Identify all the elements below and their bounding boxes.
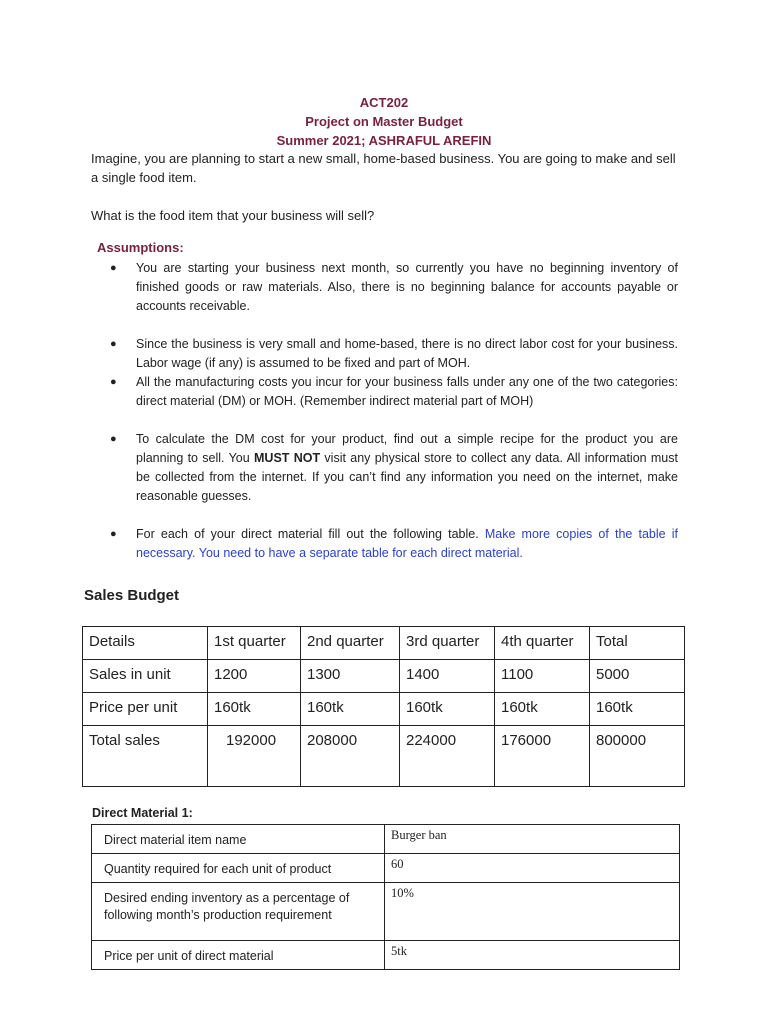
- sales-budget-table: [82, 626, 685, 787]
- term-author: Summer 2021; ASHRAFUL AREFIN: [276, 133, 492, 148]
- table-row: [92, 941, 680, 970]
- bullet-icon: ●: [110, 338, 117, 350]
- list-item: [110, 430, 678, 506]
- list-item-text: All the manufacturing costs you incur for your business falls under any one of the two categories: direct material (DM) or MOH. (Remember indirect material part of MOH): [136, 375, 678, 408]
- row-value-input[interactable]: Burger ban: [385, 825, 680, 854]
- table-cell: 160tk: [208, 693, 301, 726]
- bullet-icon: ●: [110, 376, 117, 388]
- header-cell: 4th quarter: [495, 627, 590, 660]
- table-row: [92, 883, 680, 941]
- bullet-icon: ●: [110, 528, 117, 540]
- row-label: Desired ending inventory as a percentage of following month’s production requirement: [92, 883, 385, 941]
- table-cell: 1200: [208, 660, 301, 693]
- table-cell: 160tk: [495, 693, 590, 726]
- table-cell: 176000: [495, 726, 590, 787]
- row-value-input[interactable]: 5tk: [385, 941, 680, 970]
- list-item-text: Since the business is very small and home-based, there is no direct labor cost for your business. Labor wage (if any) is assumed to be fixed and part of MOH.: [136, 337, 678, 370]
- header-cell: 2nd quarter: [301, 627, 400, 660]
- table-cell: Price per unit: [83, 693, 208, 726]
- row-label: Price per unit of direct material: [92, 941, 385, 970]
- intro-paragraph: Imagine, you are planning to start a new small, home-based business. You are going to make and sell a single food item.: [91, 151, 676, 185]
- header-cell: Total: [590, 627, 685, 660]
- list-item-text: For each of your direct material fill out the following table. Make more copies of the table if necessary. You need to have a separate table for each direct material.: [136, 527, 678, 560]
- row-value-input[interactable]: 60: [385, 854, 680, 883]
- row-value-input[interactable]: 10%: [385, 883, 680, 941]
- table-cell: 160tk: [590, 693, 685, 726]
- table-cell: Total sales: [83, 726, 208, 787]
- project-title: Project on Master Budget: [305, 114, 463, 129]
- table-cell: 208000: [301, 726, 400, 787]
- direct-material-heading: Direct Material 1:: [92, 806, 193, 820]
- list-item-text: To calculate the DM cost for your product, find out a simple recipe for the product you are planning to sell. You MUST NOT visit any physical store to collect any data. All information must be collected from the internet. If you can’t find any information you need on the internet, make reasonable guesses.: [136, 432, 678, 503]
- table-cell: 224000: [400, 726, 495, 787]
- header-cell: 1st quarter: [208, 627, 301, 660]
- table-cell: 160tk: [301, 693, 400, 726]
- sales-budget-heading: Sales Budget: [84, 587, 180, 604]
- row-label: Quantity required for each unit of product: [92, 854, 385, 883]
- table-cell: 1400: [400, 660, 495, 693]
- table-row: [92, 825, 680, 854]
- blue-instruction-text: Make more copies of the table if necessary. You need to have a separate table for each direct material.: [136, 527, 678, 560]
- table-row: [92, 854, 680, 883]
- list-item-text: You are starting your business next month, so currently you have no beginning inventory of finished goods or raw materials. Also, there is no beginning balance for accounts payable or accounts receivable.: [136, 261, 678, 313]
- table-row: [83, 726, 685, 787]
- assumptions-heading: Assumptions:: [97, 240, 184, 255]
- header-cell: 3rd quarter: [400, 627, 495, 660]
- table-cell: Sales in unit: [83, 660, 208, 693]
- direct-material-table: [91, 824, 680, 970]
- question-paragraph: What is the food item that your business will sell?: [91, 208, 375, 223]
- list-spacer: [110, 316, 678, 335]
- emphasis-must-not: MUST NOT: [254, 451, 321, 465]
- document-header: [0, 93, 768, 150]
- table-cell: 1300: [301, 660, 400, 693]
- table-header-row: [83, 627, 685, 660]
- list-item: [110, 525, 678, 563]
- bullet-icon: ●: [110, 262, 117, 274]
- header-cell: Details: [83, 627, 208, 660]
- list-item: [110, 259, 678, 316]
- table-row: [83, 660, 685, 693]
- table-cell: 160tk: [400, 693, 495, 726]
- table-cell: 800000: [590, 726, 685, 787]
- list-spacer: [110, 506, 678, 525]
- table-cell: 192000: [208, 726, 301, 787]
- table-cell: 1100: [495, 660, 590, 693]
- course-code: ACT202: [359, 95, 409, 110]
- list-item: [110, 373, 678, 411]
- table-row: [83, 693, 685, 726]
- list-spacer: [110, 411, 678, 430]
- table-cell: 5000: [590, 660, 685, 693]
- bullet-icon: ●: [110, 433, 117, 445]
- row-label: Direct material item name: [92, 825, 385, 854]
- assumptions-list: [110, 259, 678, 563]
- list-item: [110, 335, 678, 373]
